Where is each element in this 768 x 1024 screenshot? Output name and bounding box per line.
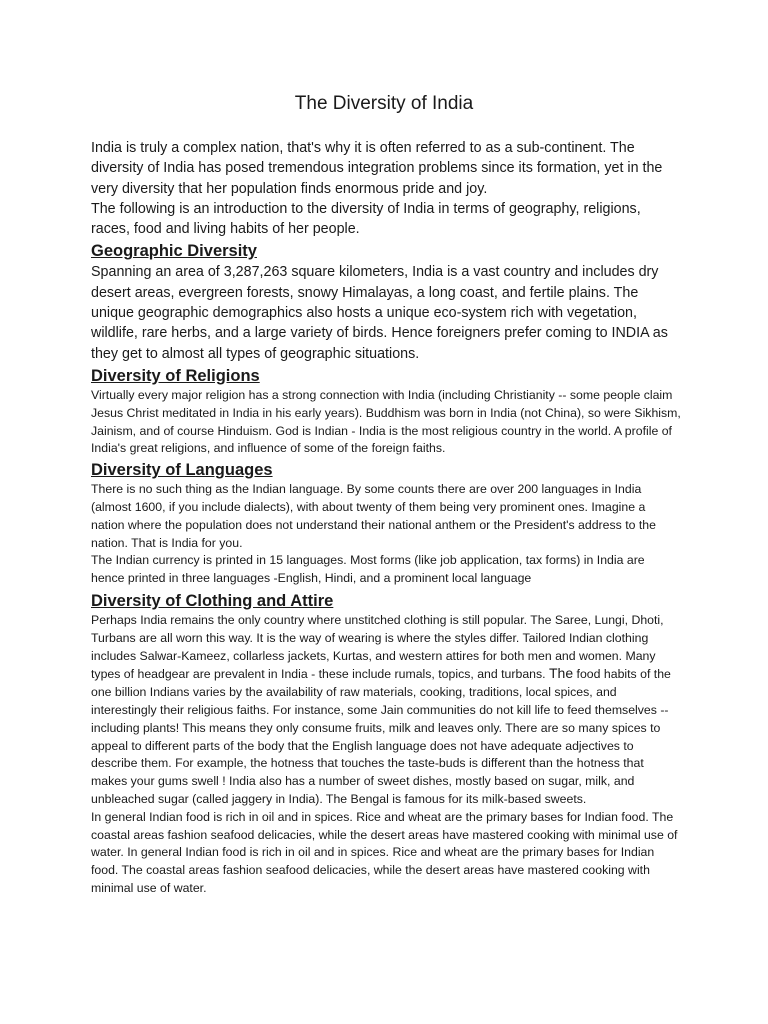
clothing-text-part-2: The (549, 665, 574, 682)
document-body (91, 138, 681, 898)
geography-heading: Geographic Diversity (91, 242, 257, 261)
religions-paragraph: Virtually every major religion has a strong connection with India (including Christianity -- some people claim Jesus Christ meditated in India in his early years). Buddhism was born in India (not China), so were Sikhism, Jainism, and of course Hinduism. God is Indian - India is the most religious country in the world. A profile of India's great religions, and influence of some of the foreign faiths. (91, 387, 681, 456)
clothing-heading: Diversity of Clothing and Attire (91, 591, 334, 610)
languages-paragraph-1: There is no such thing as the Indian language. By some counts there are over 200 languages in India (almost 1600, if you include dialects), with about twenty of them being very prominent ones. Imagine a nation where the population does not understand their national anthem or the President's address to the nation. That is India for you. (91, 482, 656, 550)
clothing-text-part-3: food habits of the one billion Indians varies by the availability of raw materials, cooking, traditions, local spices, and interestingly their religious faiths. For instance, some Jain communities do not kill life to feed themselves -- including plants! This means they only consume fruits, milk and leaves only. There are so many spices to appeal to different parts of the body that the English language does not have adequate adjectives to describe them. For example, the hotness that touches the taste-buds is different than the hotness that makes your gums swell ! India also has a number of sweet dishes, mostly based on sugar, milk, and unbleached sugar (called jaggery in India). The Bengal is famous for its milk-based sweets. (91, 667, 671, 806)
intro-paragraph-1: India is truly a complex nation, that's why it is often referred to as a sub-continent. The diversity of India has posed tremendous integration problems since its formation, yet in the very diversity that her population finds enormous pride and joy. (91, 140, 663, 197)
geography-paragraph: Spanning an area of 3,287,263 square kilometers, India is a vast country and includes dry desert areas, evergreen forests, snowy Himalayas, a long coast, and fertile plains. The unique geographic demographics also hosts a unique eco-system rich with vegetation, wildlife, rare herbs, and a large variety of birds. Hence foreigners prefer coming to INDIA as they get to almost all types of geographic situations. (91, 264, 668, 362)
clothing-paragraph-1 (91, 612, 681, 809)
intro-paragraph-2: The following is an introduction to the diversity of India in terms of geography, religions, races, food and living habits of her people. (91, 200, 641, 238)
food-paragraph: In general Indian food is rich in oil and in spices. Rice and wheat are the primary bases for Indian food. The coastal areas fashion seafood delicacies, while the desert areas have mastered cooking with minimal use of water. In general Indian food is rich in oil and in spices. Rice and wheat are the primary bases for Indian food. The coastal areas fashion seafood delicacies, while the desert areas have mastered cooking with minimal use of water. (91, 809, 678, 895)
languages-paragraph-2: The Indian currency is printed in 15 languages. Most forms (like job application, tax forms) in India are hence printed in three languages -English, Hindi, and a prominent local language (91, 553, 645, 586)
clothing-text-part-1: Perhaps India remains the only country where unstitched clothing is still popular. The Saree, Lungi, Dhoti, Turbans are all worn this way. It is the way of wearing is where the styles differ. Tailored Indian clothing includes Salwar-Kameez, collarless jackets, Kurtas, and western attires for both men and women. Many types of headgear are prevalent in India - these include rumals, topics, and turbans. (91, 612, 664, 682)
religions-heading: Diversity of Religions (91, 366, 260, 385)
document-title: The Diversity of India (294, 93, 474, 114)
languages-heading: Diversity of Languages (91, 461, 273, 480)
